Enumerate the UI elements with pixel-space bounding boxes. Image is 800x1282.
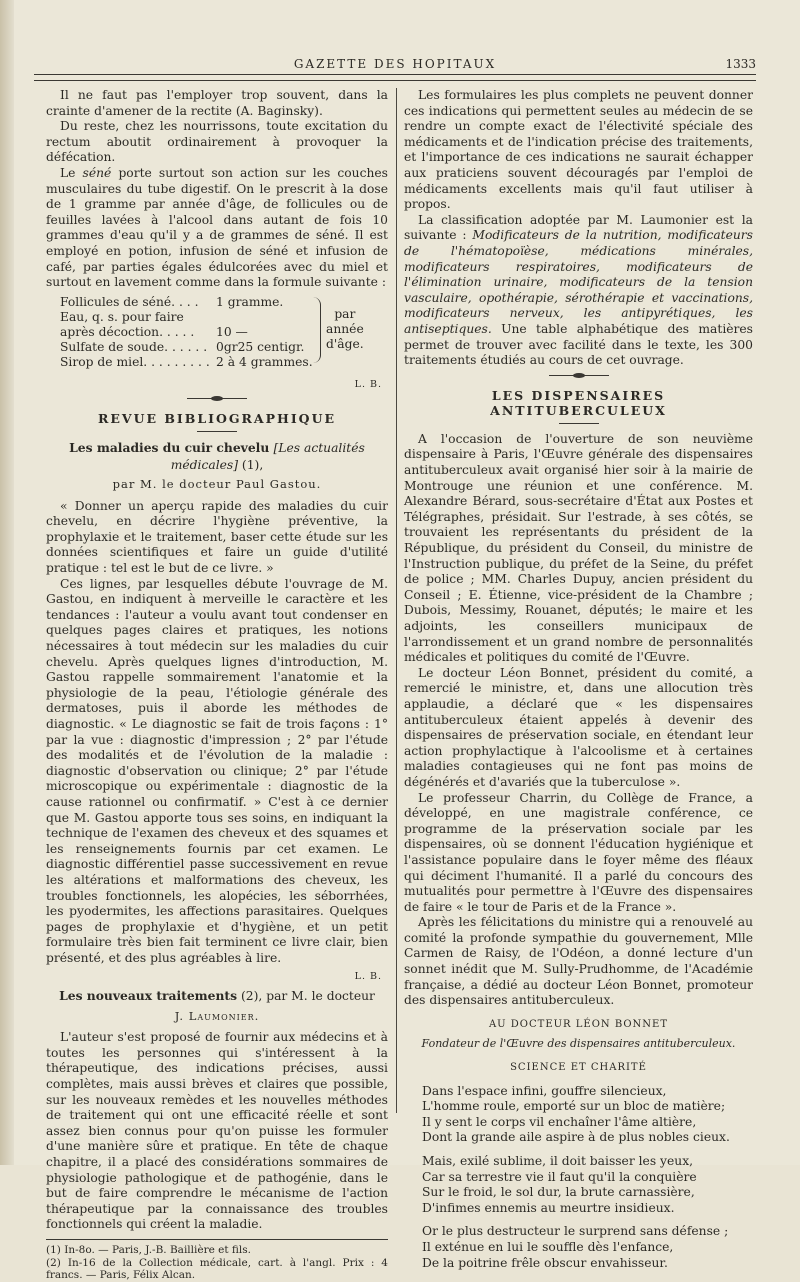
book-title: Les nouveaux traitements (2), par M. le docteur	[59, 988, 375, 1004]
short-rule	[197, 431, 237, 432]
rx-ingredient: Sulfate de soude. . . . . .	[60, 339, 208, 354]
poem-line: Dont la grande aile aspire à de plus nobles cieux.	[422, 1130, 730, 1145]
paragraph: A l'occasion de l'ouverture de son neuvième dispensaire à Paris, l'Œuvre générale des dispensaires antituberculeux avait organisé hier soir à la mairie de Montrouge une réunion et une conférence. M. Alexandre Bérard, sous-secrétaire d'État aux Postes et Télégraphes, présidait. Sur l'estrade, à ses côtés, se trouvaient les représentants du président de la République, du président du Conseil, du ministre de l'Instruction publique, du préfet de la Seine, du préfet de police ; MM. Charles Dupuy, ancien président du Conseil ; E. Étienne, vice-président de la Chambre ; Dubois, Messimy, Rouanet, députés; le maire et les adjoints, les conseillers municipaux de l'arrondissement et un grand nombre de personnalités médicales et politiques du comité de l'Œuvre.	[404, 431, 753, 665]
rx-ingredient: Follicules de séné. . . .	[60, 294, 199, 309]
ornament-divider	[187, 398, 247, 403]
poem-line: Sur le froid, le sol dur, la brute carnassière,	[422, 1185, 695, 1200]
signature: L. B.	[354, 378, 382, 390]
poem-line: Mais, exilé sublime, il doit baisser les yeux,	[422, 1154, 694, 1168]
paragraph: Le séné porte surtout son action sur les couches musculaires du tube digestif. On le prescrit à la dose de 1 gramme par année d'âge, de follicules ou de feuilles lavées à l'alcool dans autant de fois 10 grammes d'eau qu'il y a de grammes de séné. Il est employé en potion, infusion de séné et infusion de café, par parties égales édulcorées avec du miel et surtout en lavement comme dans la formule suivante :	[46, 165, 388, 290]
section-title: REVUE BIBLIOGRAPHIQUE	[97, 411, 337, 427]
paragraph: Du reste, chez les nourrissons, toute excitation du rectum aboutit ordinairement à provoquer la défécation.	[46, 119, 388, 165]
header-rule	[34, 74, 756, 81]
poem-line: Il y sent le corps vil enchaîner l'âme altière,	[422, 1114, 697, 1129]
ornament-divider	[549, 375, 609, 380]
poem-line: D'infimes ennemis au meurtre insidieux.	[422, 1200, 675, 1215]
poem-line: L'homme roule, emporté sur un bloc de matière;	[422, 1099, 726, 1114]
paragraph: Le docteur Léon Bonnet, président du comité, a remercié le ministre, et, dans une allocution très applaudie, a déclaré que « les dispensaires antituberculeux étaient appelés à devenir des dispensaires de préservation sociale, en étendant leur action prophylactique à l'alcoolisme et à certaines maladies contagieuses qui ne font pas moins de dégénérés et d'avariés que la tuberculose ».	[404, 665, 753, 789]
rx-ingredient: après décoction. . . . .	[60, 324, 195, 339]
footnotes	[46, 1239, 388, 1282]
page-binding-edge	[0, 0, 14, 1165]
dedication-subtitle: Fondateur de l'Œuvre des dispensaires antituberculeux.	[421, 1037, 736, 1051]
rx-quantity: 1 gramme.	[216, 294, 284, 309]
paragraph: Les formulaires les plus complets ne peuvent donner ces indications qui permettent seules au médecin de se rendre un compte exact de l'électivité spéciale des médicaments et de l'indication précise des traitements, et l'importance de ces indications ne saurait échapper aux praticiens souvent découragés par l'emploi de médicaments excellents mais qu'il faut utiliser à propos.	[404, 88, 753, 212]
short-rule	[559, 423, 599, 424]
dedication-heading: AU DOCTEUR LÉON BONNET	[488, 1018, 669, 1030]
poem-line: Car sa terrestre vie il faut qu'il la conquière	[422, 1169, 697, 1184]
rx-ingredient: Sirop de miel. . . . . . . . .	[60, 354, 210, 369]
rx-quantity: 10 —	[216, 324, 248, 339]
poem-stanza	[422, 1084, 753, 1146]
poem-title: SCIENCE ET CHARITÉ	[510, 1062, 647, 1074]
poem-line: Or le plus destructeur le surprend sans défense ;	[422, 1224, 729, 1239]
footnote: (2) In-16 de la Collection médicale, cart. à l'angl. Prix : 4 francs. — Paris, Félix Alcan.	[46, 1256, 388, 1281]
section-title: LES DISPENSAIRES ANTITUBERCULEUX	[490, 387, 667, 419]
paragraph: L'auteur s'est proposé de fournir aux médecins et à toutes les personnes qui s'intéressent à la thérapeutique, des indications précises, aussi complètes, mais aussi brèves et claires que possible, sur les nouveaux remèdes et les nouvelles méthodes de traitement qui ont une efficacité réelle et sont assez bien connus pour qu'on puisse les formuler d'une manière sûre et pratique. En tête de chaque chapitre, il a placé des considérations sommaires de physiologie pathologique et de pathogénie, dans le but de faire comprendre le mécanisme de l'action thérapeutique par la connaissance des troubles fonctionnels qui créent la maladie.	[46, 1030, 388, 1232]
paragraph: Après les félicitations du ministre qui a renouvelé au comité la profonde sympathie du gouvernement, Mlle Carmen de Raisy, de l'Odéon, a donné lecture d'un sonnet inédit que M. Sully-Prudhomme, de l'Académie française, a dédié au docteur Léon Bonnet, promoteur des dispensaires antituberculeux.	[404, 915, 753, 1008]
rx-quantity: 0gr25 centigr.	[216, 339, 305, 354]
book-author: par M. le docteur Paul Gastou.	[112, 477, 322, 492]
poem-stanza	[422, 1154, 753, 1216]
signature: L. B.	[354, 970, 382, 982]
poem-line: Il exténue en lui le souffle dès l'enfance,	[422, 1239, 674, 1254]
book-author: J. Laumonier.	[174, 1008, 260, 1023]
paragraph: La classification adoptée par M. Laumonier est la suivante : Modificateurs de la nutrition, modificateurs de l'hématopoïèse, médications minérales, modificateurs respiratoires, modificateurs de l'élimination urinaire, modificateurs de la tension vasculaire, opothérapie, sérothérapie et vaccinations, modificateurs nerveux, les antipyrétiques, les antiseptiques. Une table alphabétique des matières permet de trouver avec facilité dans le texte, les 300 traitements étudiés au cours de cet ouvrage.	[404, 212, 753, 368]
paragraph: « Donner un aperçu rapide des maladies du cuir chevelu, en décrire l'hygiène préventive, la prophylaxie et le traitement, baser cette étude sur les données scientifiques et faire un guide d'utilité pratique : tel est le but de ce livre. »	[46, 498, 388, 576]
poem-line: De la poitrine frêle obscur envahisseur.	[422, 1255, 668, 1270]
page-number: 1333	[725, 57, 756, 71]
paragraph: Il ne faut pas l'employer trop souvent, dans la crainte d'amener de la rectite (A. Baginsky).	[46, 88, 388, 118]
poem-stanza	[422, 1224, 753, 1271]
rx-quantity: 2 à 4 grammes.	[216, 354, 313, 369]
rx-ingredient: Eau, q. s. pour faire	[60, 309, 184, 324]
right-column	[404, 88, 753, 1279]
brace	[312, 297, 321, 363]
prescription-formula	[60, 295, 388, 375]
book-title: Les maladies du cuir chevelu [Les actualités médicales] (1),	[69, 439, 365, 472]
paragraph: Ces lignes, par lesquelles débute l'ouvrage de M. Gastou, en indiquent à merveille le caractère et les tendances : l'auteur a voulu avant tout condenser en quelques pages claires et pratiques, les notions nécessaires à tout médecin sur les maladies du cuir chevelu. Après quelques lignes d'introduction, M. Gastou rappelle sommairement l'anatomie et la physiologie de la peau, l'étiologie générale des dermatoses, puis il aborde les méthodes de diagnostic. « Le diagnostic se fait de trois façons : 1° par la vue : diagnostic d'impression ; 2° par l'étude des modalités et de l'évolution de la maladie : diagnostic d'observation ou clinique; 2° par l'étude microscopique ou expérimentale : diagnostic de la cause rationnel ou confirmatif. » C'est à ce dernier que M. Gastou apporte tous ses soins, en indiquant la technique de l'examen des cheveux et des squames et les renseignements fournis par cet examen. Le diagnostic différentiel passe successivement en revue les altérations et malformations des cheveux, les troubles fonctionnels, les alopécies, les séborrhées, les pyodermites, les affections parasitaires. Quelques pages de prophylaxie et d'hygiène, et un petit formulaire très bien fait terminent ce livre clair, bien présenté, et des plus agréables à lire.	[46, 576, 388, 965]
poem-line: Dans l'espace infini, gouffre silencieux,	[422, 1083, 667, 1098]
footnote: (1) In-8o. — Paris, J.-B. Baillière et fils.	[46, 1244, 252, 1256]
column-separator	[396, 88, 397, 1113]
journal-title: GAZETTE DES HOPITAUX	[293, 57, 497, 71]
rx-note: par année d'âge.	[326, 306, 364, 351]
left-column	[46, 88, 388, 1282]
paragraph: Le professeur Charrin, du Collège de France, a développé, en une magistrale conférence, ce programme de la préservation sociale par les dispensaires, où se donnent l'éducation hygiénique et l'assistance populaire dans le foyer même des fléaux qui déciment l'humanité. Il a parlé du concours des mutualités pour permettre à l'Œuvre des dispensaires de faire « le tour de Paris et de la France ».	[404, 790, 753, 914]
